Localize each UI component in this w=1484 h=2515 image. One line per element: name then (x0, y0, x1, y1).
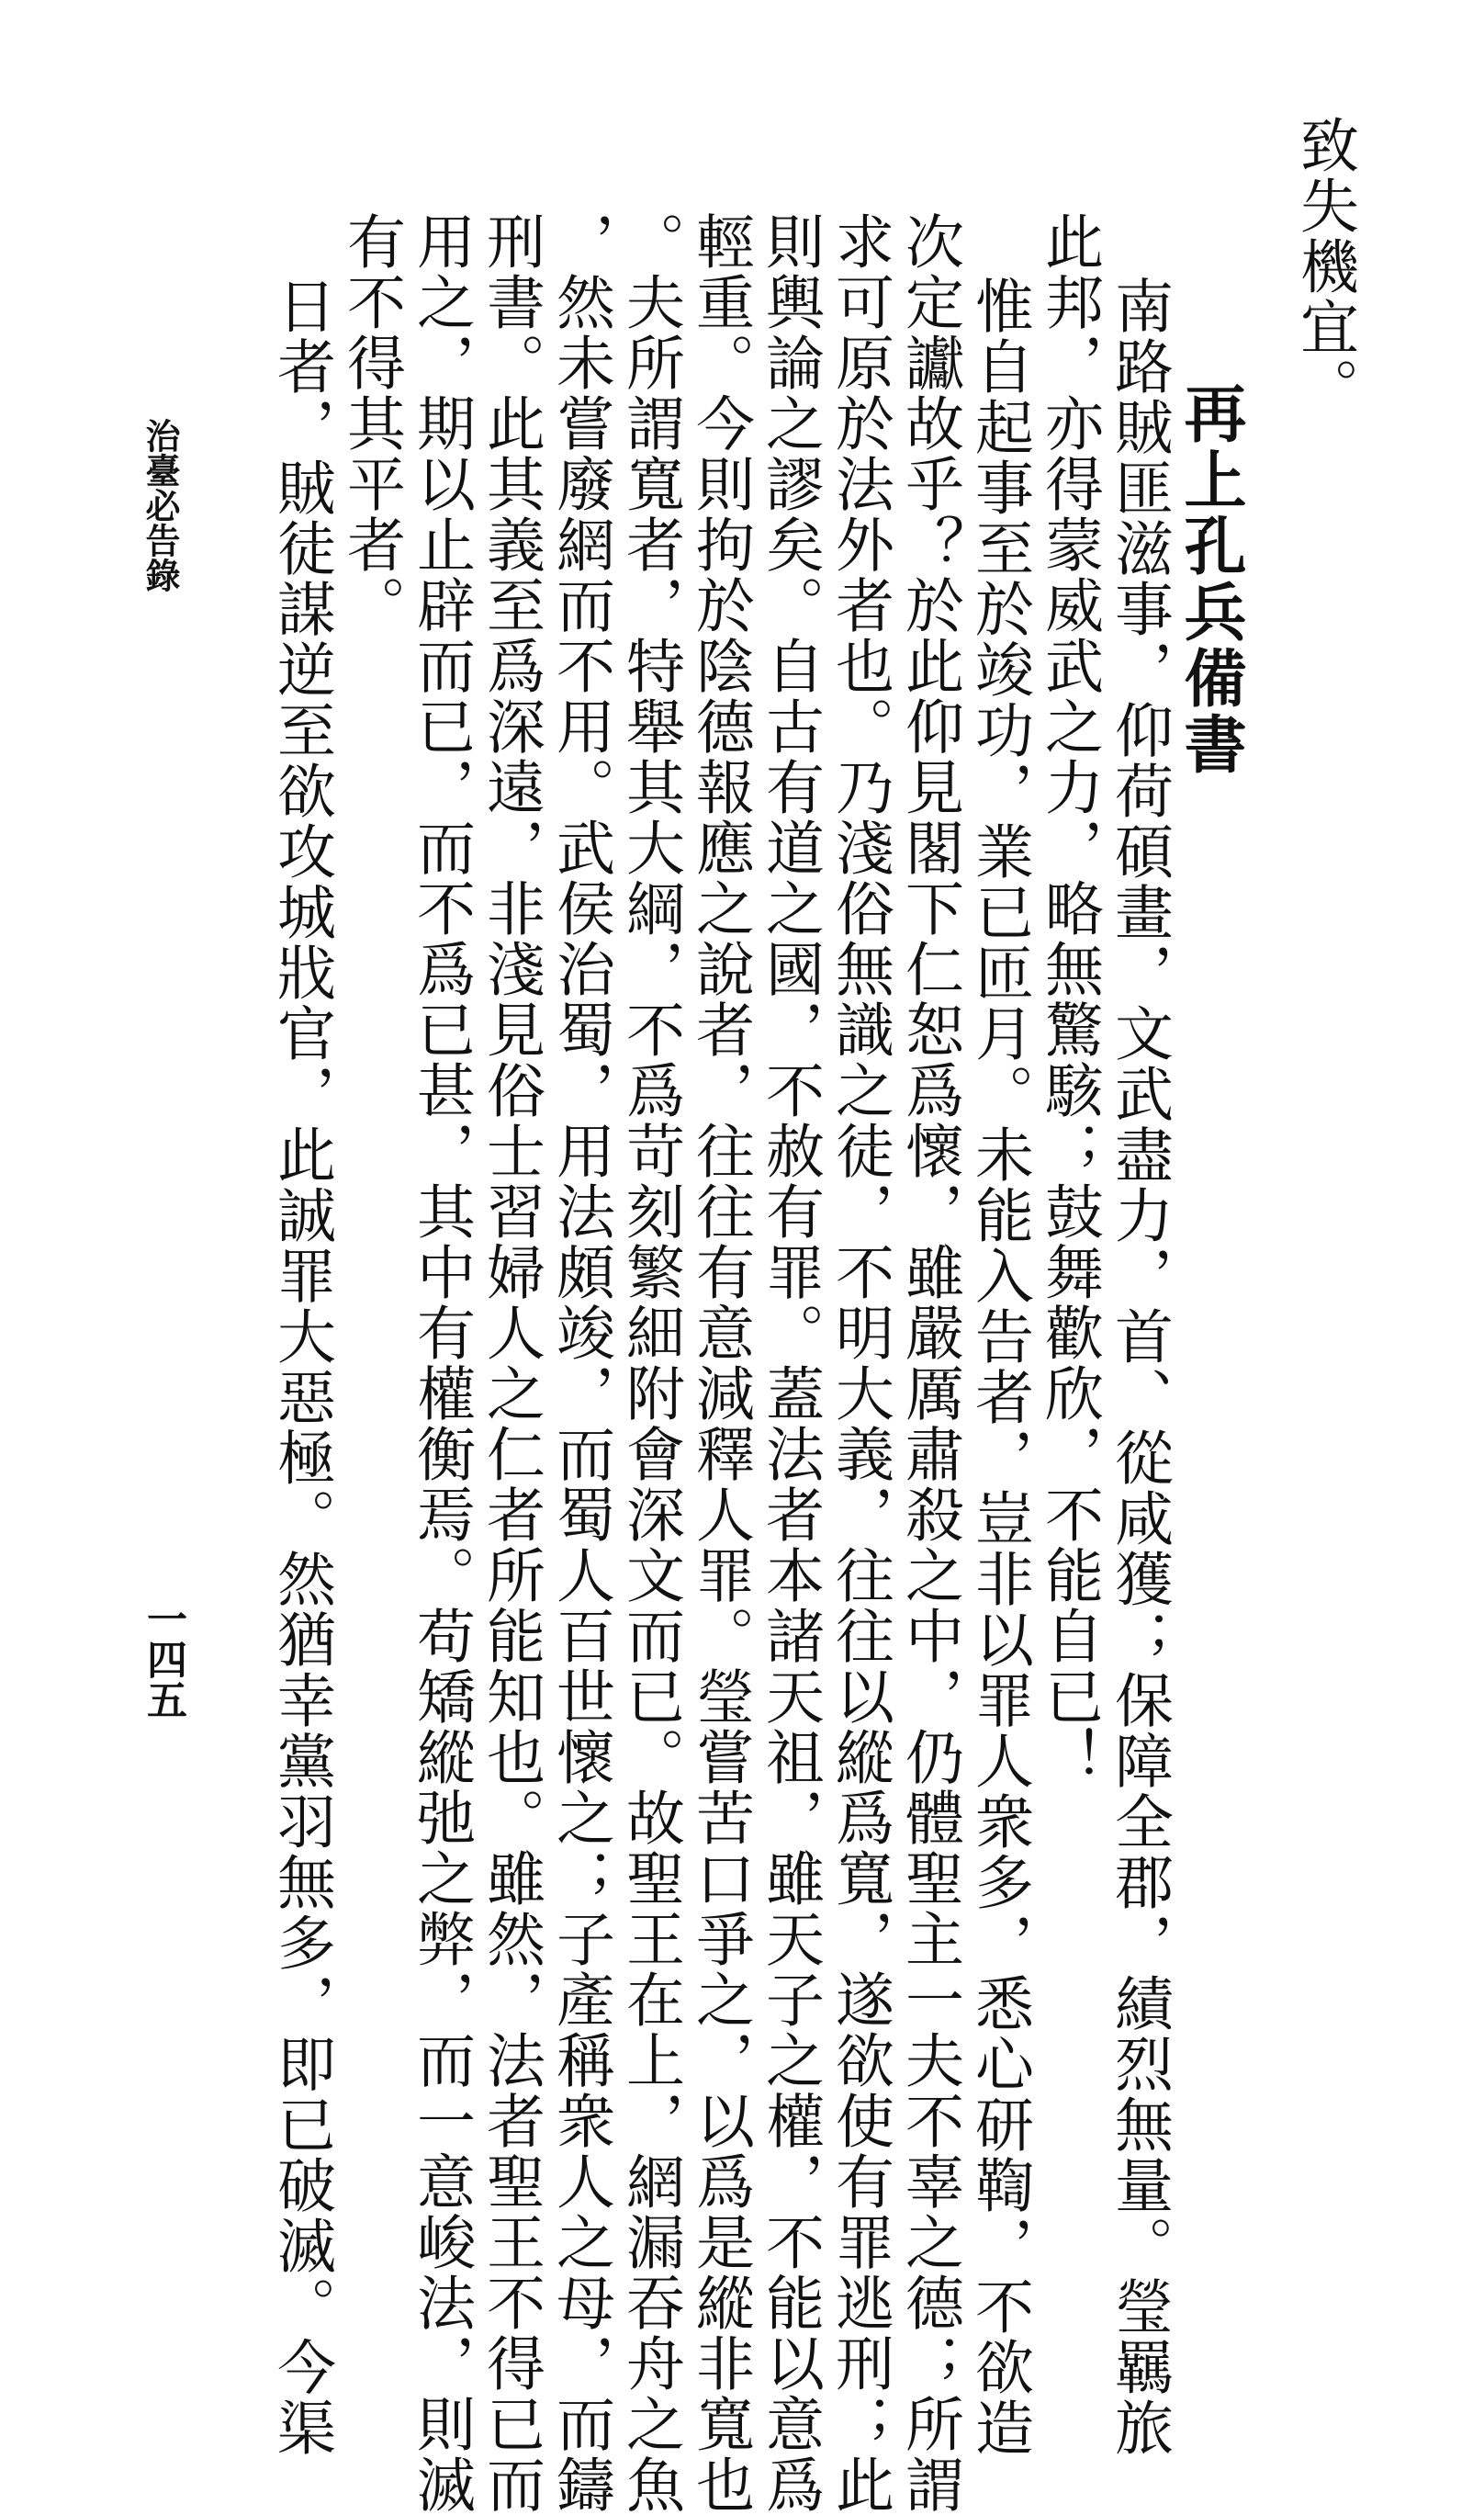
page-number: 一四五 (140, 1598, 186, 1720)
text-column-8: 則輿論之謬矣。自古有道之國，不赦有罪。蓋法者本諸天祖，雖天子之權，不能以意爲 (756, 211, 824, 2515)
text-column-3: 南路賊匪滋事，仰荷碩畫，文武盡力，首、從咸獲；保障全郡，績烈無量。瑩羈旅 (1105, 276, 1173, 2458)
footer-book-title: 治臺必告錄 (140, 418, 181, 592)
text-column-11: ，然未嘗廢網而不用。武侯治蜀，用法頗竣，而蜀人百世懷之；子產稱衆人之母，而鑄 (546, 211, 614, 2515)
text-column-10: 。夫所謂寬者，特舉其大綱，不爲苛刻繁細附會深文而已。故聖王在上，網漏吞舟之魚 (616, 211, 684, 2515)
page-title: 再上孔兵備書 (1174, 381, 1247, 778)
text-column-6: 次定讞故乎？於此仰見閣下仁恕爲懷，雖嚴厲肅殺之中，仍體聖主一夫不辜之德；所謂 (895, 211, 963, 2515)
text-column-7: 求可原於法外者也。乃淺俗無識之徒，不明大義，往往以縱爲寬，遂欲使有罪逃刑；此 (826, 211, 894, 2515)
text-column-12: 刑書。此其義至爲深遠，非淺見俗士習婦人之仁者所能知也。雖然，法者聖王不得已而 (477, 211, 545, 2515)
text-column-5: 惟自起事至於竣功，業已匝月。未能入告者，豈非以罪人衆多，悉心研鞫，不欲造 (965, 276, 1033, 2458)
text-column-15: 日者，賊徒謀逆至欲攻城戕官，此誠罪大惡極。然猶幸黨羽無多，即已破滅。今渠 (267, 276, 335, 2458)
text-column-13: 用之，期以止辟而已，而不爲已甚，其中有權衡焉。苟矯縱弛之弊，而一意峻法，則滅 (407, 211, 475, 2515)
text-column-9: 輕重。今則拘於陰德報應之說者，往往有意減釋人罪。瑩嘗苦口爭之，以爲是縱非寬也 (686, 211, 754, 2515)
text-column-1: 致失機宜。 (1290, 115, 1358, 418)
text-column-14: 有不得其平者。 (337, 211, 405, 636)
text-column-4: 此邦，亦得蒙威武之力，略無驚駭；鼓舞歡欣，不能自已！ (1035, 211, 1103, 1788)
